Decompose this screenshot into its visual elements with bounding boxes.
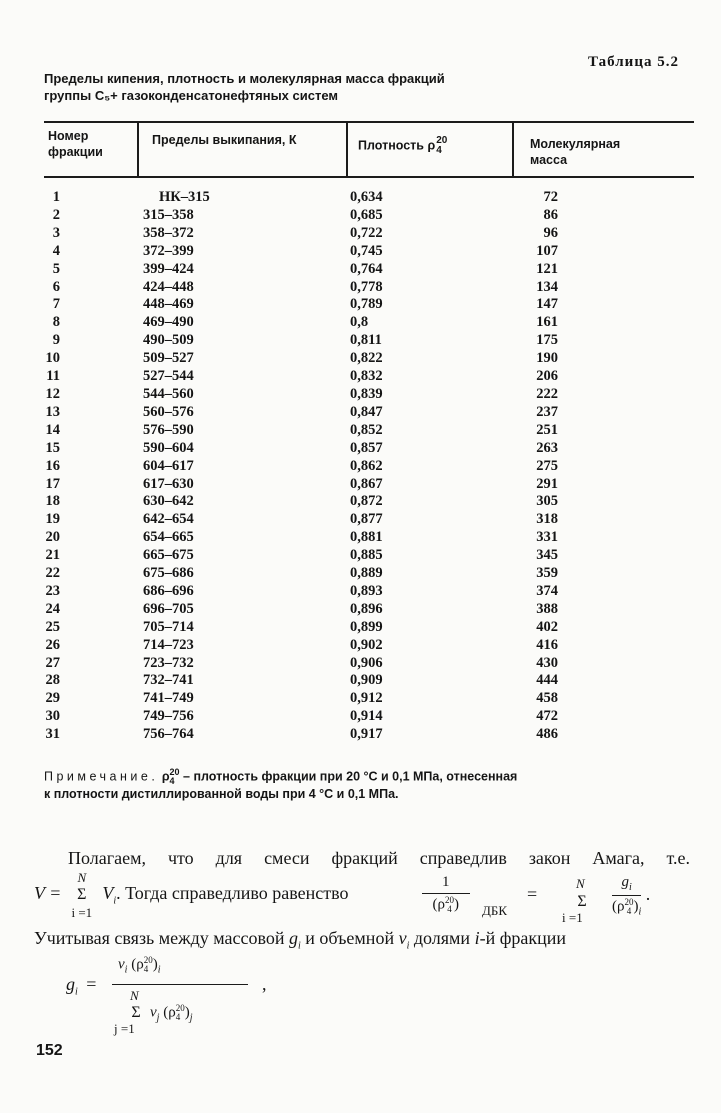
fraction-number-cell: 14 — [45, 421, 60, 438]
density-cell: 0,914 — [350, 708, 383, 725]
table-note — [44, 768, 694, 802]
eq2-num-tail: ) — [152, 956, 158, 973]
boiling-range-cell: 527–544 — [143, 368, 194, 385]
eq2-num-tail-sub: i — [157, 964, 161, 976]
eq1-term: V — [102, 883, 114, 903]
header-mass-line-2: масса — [530, 153, 568, 167]
sum-2-sym: Σ — [577, 893, 587, 910]
eq2-numerator — [118, 956, 160, 975]
eq2-sum-sym: Σ — [131, 1004, 141, 1021]
fraction-2-numerator — [612, 874, 641, 896]
boiling-range-cell: 749–756 — [143, 708, 194, 725]
boiling-range-cell: 448–469 — [143, 296, 194, 313]
fraction-2-num-g: g — [621, 874, 629, 890]
header-density-label: Плотность ρ — [358, 138, 436, 153]
molecular-mass-cell: 444 — [536, 672, 558, 689]
note-rho: ρ — [161, 769, 170, 784]
density-cell: 0,906 — [350, 654, 383, 671]
molecular-mass-cell: 175 — [536, 332, 558, 349]
boiling-range-cell: 686–696 — [143, 582, 194, 599]
header-number-line-1: Номер — [48, 129, 89, 143]
molecular-mass-cell: 96 — [543, 224, 558, 241]
eq2-comma: , — [262, 974, 267, 994]
eq2-fraction-bar — [112, 984, 248, 985]
eq2-num-v: v — [118, 956, 125, 973]
boiling-range-cell: 630–642 — [143, 493, 194, 510]
molecular-mass-cell: 161 — [536, 314, 558, 331]
molecular-mass-cell: 486 — [536, 726, 558, 743]
boiling-range-cell: 617–630 — [143, 475, 194, 492]
eq2-sum — [114, 988, 146, 1036]
density-cell: 0,852 — [350, 421, 383, 438]
sum-1-bottom: i =1 — [71, 905, 93, 920]
header-molecular-mass — [530, 136, 620, 168]
para2-text-a: Учитывая связь между массовой — [34, 928, 285, 948]
molecular-mass-cell: 72 — [543, 189, 558, 205]
eq1-term-sub: i — [113, 895, 117, 907]
fraction-number-cell: 7 — [52, 296, 60, 313]
header-number-line-2: фракции — [48, 145, 103, 159]
fraction-2-den-sub: i — [638, 906, 642, 918]
density-cell: 0,857 — [350, 439, 383, 456]
fraction-number-cell: 21 — [45, 547, 60, 564]
boiling-range-cell: 741–749 — [143, 690, 194, 707]
density-cell: 0,745 — [350, 242, 383, 259]
molecular-mass-cell: 251 — [536, 421, 558, 438]
density-cell: 0,909 — [350, 672, 383, 689]
molecular-mass-cell: 402 — [536, 618, 558, 635]
molecular-mass-cell: 345 — [536, 547, 558, 564]
fraction-number-cell: 16 — [45, 457, 60, 474]
density-cell: 0,685 — [350, 206, 383, 223]
column-densities — [350, 189, 430, 744]
eq2-lhs-sub: i — [75, 986, 78, 998]
table-label: Таблица 5.2 — [588, 54, 679, 70]
molecular-mass-cell: 275 — [536, 457, 558, 474]
fraction-number-cell: 15 — [45, 439, 60, 456]
fraction-number-cell: 24 — [45, 600, 60, 617]
density-cell: 0,789 — [350, 296, 383, 313]
header-density-text — [358, 136, 447, 156]
density-cell: 0,893 — [350, 582, 383, 599]
fraction-2-den-tail: ) — [633, 898, 639, 915]
molecular-mass-cell: 458 — [536, 690, 558, 707]
eq2-sum-top: N — [130, 988, 139, 1003]
molecular-mass-cell: 374 — [536, 582, 558, 599]
caption-line-1: Пределы кипения, плотность и молекулярная масса фракций — [44, 71, 445, 86]
eq2-num-sub4: 4 — [143, 964, 149, 974]
fraction-number-cell: 26 — [45, 636, 60, 653]
note-text-1: – плотность фракции при 20 °С и 0,1 МПа, отнесенная — [179, 769, 518, 784]
header-range-text: Пределы выкипания, К — [152, 133, 297, 147]
fraction-number-cell: 3 — [52, 224, 60, 241]
para2-i: i — [474, 928, 480, 948]
boiling-range-cell: 665–675 — [143, 547, 194, 564]
molecular-mass-cell: 472 — [536, 708, 558, 725]
column-divider-2 — [346, 121, 348, 178]
note-sup: 20 — [169, 767, 180, 777]
fraction-2-sup: 20 — [624, 897, 634, 907]
eq2-equals: = — [86, 974, 97, 994]
header-density — [358, 136, 447, 156]
fraction-mass-over-density — [612, 874, 650, 917]
fraction-1-sup: 20 — [444, 895, 454, 905]
column-fraction-numbers — [36, 189, 60, 744]
density-cell: 0,885 — [350, 547, 383, 564]
para2-g: g — [289, 928, 298, 948]
fraction-number-cell: 2 — [52, 206, 60, 223]
fraction-2-period: . — [645, 883, 651, 904]
fraction-number-cell: 29 — [45, 690, 60, 707]
eq2-num-sup: 20 — [143, 955, 153, 965]
boiling-range-cell: 358–372 — [143, 224, 194, 241]
sum-2-top: N — [576, 876, 585, 891]
column-boiling-ranges — [143, 189, 263, 744]
fraction-number-cell: 25 — [45, 618, 60, 635]
eq2-num-sub: i — [124, 964, 128, 976]
table-top-rule — [44, 121, 694, 123]
fraction-1-den-rho: (ρ — [432, 896, 445, 913]
fraction-2 — [612, 874, 641, 917]
note-line-2: к плотности дистиллированной воды при 4 °С и 0,1 МПа. — [44, 787, 399, 801]
eq2-den-rho: (ρ — [163, 1004, 176, 1021]
note-lead: Примечание. — [44, 769, 159, 784]
header-mass-line-1: Молекулярная — [530, 137, 621, 151]
header-density-sup: 20 — [436, 135, 448, 146]
boiling-range-cell: 576–590 — [143, 421, 194, 438]
fraction-2-den-rho: (ρ — [612, 898, 625, 915]
density-cell: 0,832 — [350, 368, 383, 385]
sum-1-sym: Σ — [77, 886, 87, 903]
molecular-mass-cell: 147 — [536, 296, 558, 313]
fraction-number-cell: 6 — [52, 278, 60, 295]
fraction-number-cell: 12 — [45, 385, 60, 402]
eq2-den-v: v — [150, 1004, 157, 1021]
para2-text-d: -й фракции — [479, 928, 567, 948]
density-cell: 0,902 — [350, 636, 383, 653]
density-cell: 0,899 — [350, 618, 383, 635]
density-cell: 0,896 — [350, 600, 383, 617]
density-cell: 0,839 — [350, 385, 383, 402]
molecular-mass-cell: 107 — [536, 242, 558, 259]
fraction-number-cell: 9 — [52, 332, 60, 349]
density-cell: 0,764 — [350, 260, 383, 277]
boiling-range-cell: 642–654 — [143, 511, 194, 528]
fraction-2-num-sub: i — [628, 882, 632, 893]
boiling-range-cell: 696–705 — [143, 600, 194, 617]
density-cell: 0,778 — [350, 278, 383, 295]
equation-volume-sum — [34, 870, 349, 920]
fraction-number-cell: 30 — [45, 708, 60, 725]
fraction-number-cell: 22 — [45, 565, 60, 582]
fraction-1-denominator — [422, 894, 470, 914]
fraction-density-equality — [422, 874, 470, 914]
density-cell: 0,847 — [350, 403, 383, 420]
fraction-number-cell: 18 — [45, 493, 60, 510]
fraction-1-sub: 4 — [447, 904, 452, 914]
eq2-lhs-g: g — [66, 974, 75, 994]
eq1-text: . Тогда справедливо равенство — [116, 883, 349, 903]
fraction-number-cell: 28 — [45, 672, 60, 689]
fraction-number-cell: 4 — [52, 242, 60, 259]
molecular-mass-cell: 134 — [536, 278, 558, 295]
fraction-1-den-tail: ) — [453, 896, 459, 913]
boiling-range-cell: 469–490 — [143, 314, 194, 331]
fraction-1-label: ДБК — [482, 903, 508, 918]
boiling-range-cell: 604–617 — [143, 457, 194, 474]
molecular-mass-cell: 222 — [536, 385, 558, 402]
eq2-den-tail: ) — [184, 1004, 190, 1021]
molecular-mass-cell: 86 — [543, 206, 558, 223]
column-divider-3 — [512, 121, 514, 178]
fraction-number-cell: 17 — [45, 475, 60, 492]
boiling-range-cell: 424–448 — [143, 278, 194, 295]
density-cell: 0,634 — [350, 189, 383, 205]
para2-v-sub: i — [406, 940, 410, 952]
equals-sign-1: = — [527, 884, 538, 904]
molecular-mass-cell: 206 — [536, 368, 558, 385]
para2-text-b: и объемной — [305, 928, 395, 948]
note-sub: 4 — [169, 776, 175, 786]
fraction-number-cell: 11 — [46, 368, 60, 385]
molecular-mass-cell: 263 — [536, 439, 558, 456]
table-caption — [44, 70, 564, 104]
density-cell: 0,811 — [350, 332, 382, 349]
density-cell: 0,722 — [350, 224, 383, 241]
fraction-number-cell: 10 — [45, 350, 60, 367]
sum-symbol-1 — [71, 870, 93, 920]
eq2-den-tail-sub: j — [189, 1012, 193, 1024]
column-molecular-masses — [510, 189, 558, 744]
eq2-num-rho: (ρ — [131, 956, 144, 973]
molecular-mass-cell: 237 — [536, 403, 558, 420]
boiling-range-cell: 705–714 — [143, 618, 194, 635]
fraction-number-cell: 8 — [52, 314, 60, 331]
fraction-number-cell: 20 — [45, 529, 60, 546]
boiling-range-cell: НК–315 — [159, 189, 210, 205]
boiling-range-cell: 675–686 — [143, 565, 194, 582]
header-density-sub: 4 — [436, 145, 442, 156]
sum-1-top: N — [77, 870, 87, 885]
paragraph-mass-volume-relation — [34, 926, 566, 959]
density-cell: 0,822 — [350, 350, 383, 367]
table-header-rule — [44, 176, 694, 178]
boiling-range-cell: 560–576 — [143, 403, 194, 420]
eq2-lhs — [66, 974, 96, 998]
eq2-den-sup: 20 — [175, 1003, 185, 1013]
boiling-range-cell: 654–665 — [143, 529, 194, 546]
paragraph-amagat-law: Полагаем, что для смеси фракций справедлив закон Амага, т.е. — [68, 848, 690, 868]
page-number: 152 — [36, 1042, 63, 1059]
fraction-number-cell: 5 — [52, 260, 60, 277]
boiling-range-cell: 544–560 — [143, 385, 194, 402]
boiling-range-cell: 490–509 — [143, 332, 194, 349]
fraction-number-cell: 31 — [45, 726, 60, 743]
sum-2-bottom: i =1 — [562, 910, 583, 925]
eq1-lhs: V = — [34, 883, 62, 903]
density-cell: 0,8 — [350, 314, 369, 331]
fraction-1 — [422, 874, 470, 914]
molecular-mass-cell: 388 — [536, 600, 558, 617]
header-boiling-range — [152, 132, 296, 148]
boiling-range-cell: 723–732 — [143, 654, 194, 671]
molecular-mass-cell: 190 — [536, 350, 558, 367]
eq2-sum-bottom: j =1 — [114, 1021, 135, 1036]
eq2-denominator — [150, 1004, 192, 1023]
fraction-number-cell: 1 — [52, 189, 60, 205]
boiling-range-cell: 509–527 — [143, 350, 194, 367]
boiling-range-cell: 590–604 — [143, 439, 194, 456]
caption-line-2: группы C₅+ газоконденсатонефтяных систем — [44, 88, 339, 103]
fraction-number-cell: 13 — [45, 403, 60, 420]
molecular-mass-cell: 318 — [536, 511, 558, 528]
fraction-1-numerator: 1 — [422, 874, 470, 894]
molecular-mass-cell: 305 — [536, 493, 558, 510]
boiling-range-cell: 315–358 — [143, 206, 194, 223]
sum-symbol-2 — [562, 876, 592, 925]
density-cell: 0,912 — [350, 690, 383, 707]
density-cell: 0,877 — [350, 511, 383, 528]
para2-g-sub: i — [298, 940, 301, 952]
fraction-number-cell: 23 — [45, 582, 60, 599]
fraction-number-cell: 27 — [45, 654, 60, 671]
boiling-range-cell: 372–399 — [143, 242, 194, 259]
density-cell: 0,867 — [350, 475, 383, 492]
molecular-mass-cell: 291 — [536, 475, 558, 492]
boiling-range-cell: 714–723 — [143, 636, 194, 653]
molecular-mass-cell: 121 — [536, 260, 558, 277]
molecular-mass-cell: 331 — [536, 529, 558, 546]
eq2-den-sub: j — [156, 1012, 160, 1024]
molecular-mass-cell: 359 — [536, 565, 558, 582]
para2-text-c: долями — [413, 928, 471, 948]
molecular-mass-cell: 416 — [536, 636, 558, 653]
eq2-den-sub4: 4 — [175, 1012, 181, 1022]
boiling-range-cell: 732–741 — [143, 672, 194, 689]
note-line-1 — [44, 768, 694, 786]
density-cell: 0,862 — [350, 457, 383, 474]
fraction-2-sub: 4 — [626, 906, 632, 916]
molecular-mass-cell: 430 — [536, 654, 558, 671]
density-cell: 0,889 — [350, 565, 383, 582]
header-fraction-number — [48, 128, 103, 160]
fraction-number-cell: 19 — [45, 511, 60, 528]
para2-v: v — [398, 928, 407, 948]
boiling-range-cell: 756–764 — [143, 726, 194, 743]
column-divider-1 — [137, 121, 139, 178]
density-cell: 0,881 — [350, 529, 383, 546]
density-cell: 0,917 — [350, 726, 383, 743]
density-cell: 0,872 — [350, 493, 383, 510]
boiling-range-cell: 399–424 — [143, 260, 194, 277]
fraction-2-denominator — [612, 896, 641, 917]
